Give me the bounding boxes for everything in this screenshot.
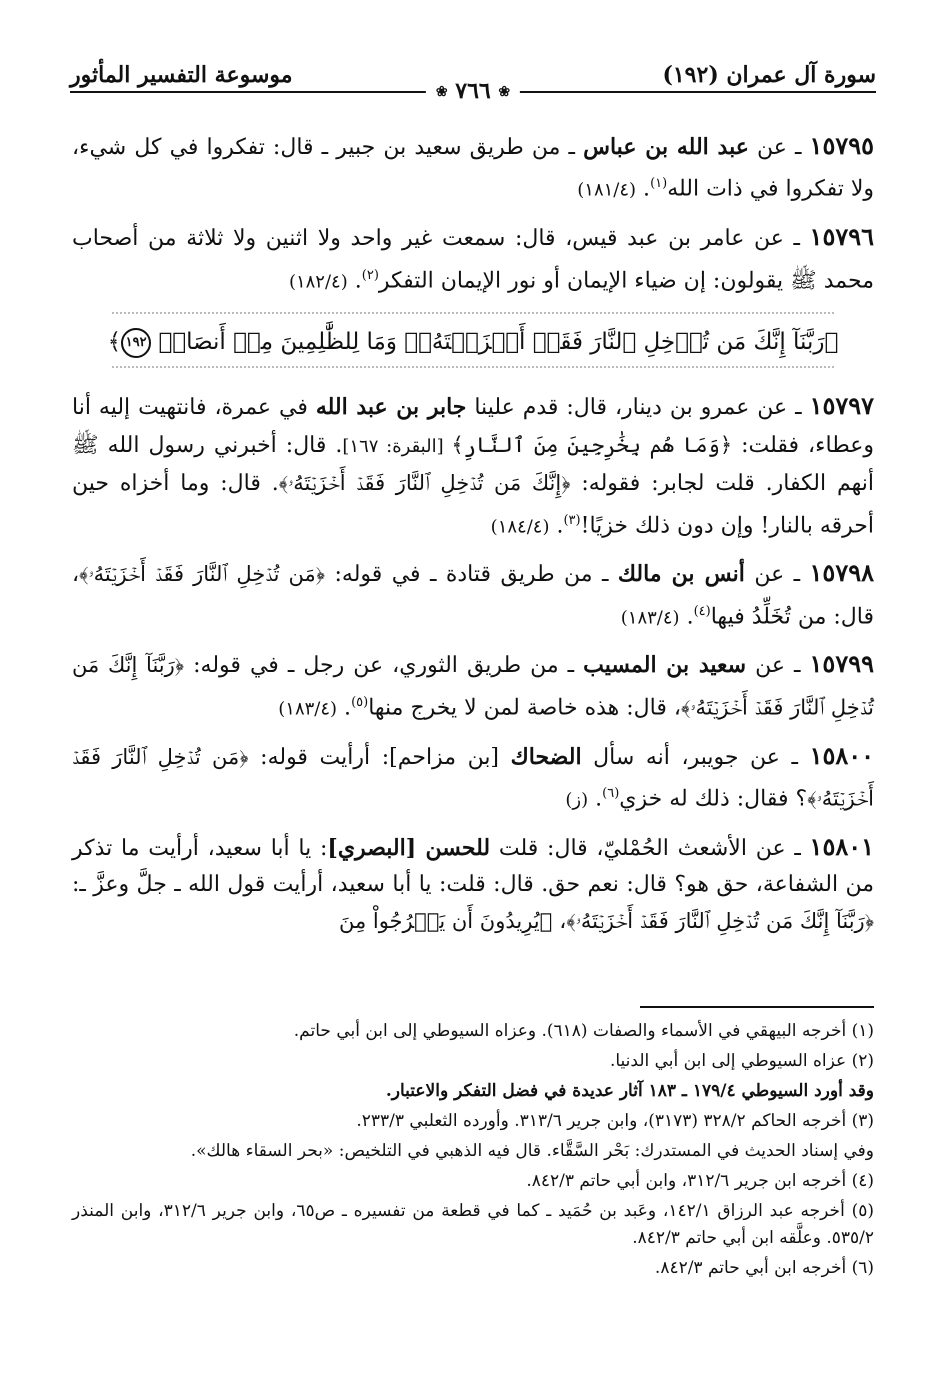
entry-text: . xyxy=(347,267,362,293)
athar-entry xyxy=(72,646,874,727)
footnote-separator xyxy=(640,1006,874,1008)
entry-number: ١٥٧٩٧ xyxy=(809,391,875,421)
volume-reference: (ز) xyxy=(565,789,589,811)
athar-entry xyxy=(72,555,874,636)
surah-reference: [البقرة: ١٦٧] xyxy=(342,435,452,457)
entry-text: . قال: أخبرني رسول الله ﷺ أنهم الكفار. قلت لجابر: فقوله: xyxy=(72,432,874,497)
entry-text: ـ عن الأشعث الحُمْليّ، قال: قلت xyxy=(490,835,810,861)
quran-quote: ﴿يُرِيدُونَ أَن يَخۡرُجُواْ مِنَ xyxy=(338,909,553,934)
entry-text: ، xyxy=(552,909,567,935)
footnote: (٤) أخرجه ابن جرير ٣١٢/٦، وابن أبي حاتم ٨٤٢/٣. xyxy=(526,1171,874,1191)
footnote-marker: (٦) xyxy=(602,785,620,801)
narrator-name: الضحاك xyxy=(510,743,582,770)
quran-quote: ﴿مَن تُدۡخِلِ ٱلنَّارَ فَقَدۡ أَخۡزَيۡتَهُۥ﴾ xyxy=(79,562,326,587)
running-header xyxy=(70,58,876,118)
footnote-marker: (٢) xyxy=(361,267,379,283)
volume-reference: (١٨٤/٤) xyxy=(490,515,550,537)
entry-text: . xyxy=(588,786,603,812)
entry-text: ، قال: هذه خاصة لمن لا يخرج منها xyxy=(368,695,681,721)
entry-number: ١٥٧٩٨ xyxy=(809,558,874,588)
quran-quote: ﴿إِنَّكَ مَن تُدۡخِلِ ٱلنَّارَ فَقَدۡ أَخۡزَيۡتَهُۥ﴾ xyxy=(278,471,571,496)
volume-reference: (١٨٢/٤) xyxy=(288,270,348,292)
quran-quote: ﴿رَبَّنَآ إِنَّكَ مَن تُدۡخِلِ ٱلنَّارَ فَقَدۡ أَخۡزَيۡتَهُۥ﴾ xyxy=(566,909,874,934)
book-title: موسوعة التفسير المأثور xyxy=(70,62,293,88)
entry-text: ـ عن xyxy=(746,653,810,679)
entry-text: . xyxy=(549,512,564,538)
entry-text: . xyxy=(636,176,651,202)
entry-number: ١٥٧٩٦ xyxy=(809,222,874,252)
entry-text: ـ عن عامر بن عبد قيس، قال: سمعت غير واحد ولا اثنين ولا ثلاثة من أصحاب محمد ﷺ يقولون: إن ضياء الإيمان أو نور الإيمان التفكر xyxy=(72,226,874,293)
entry-text: . xyxy=(337,695,352,721)
narrator-name: عبد الله بن عباس xyxy=(583,134,749,160)
entry-number: ١٥٨٠١ xyxy=(809,831,874,861)
entry-text: : يا أبا سعيد، أرأيت ما تذكر من الشفاعة، حق هو؟ قال: نعم حق. قال: قلت: يا أبا سعيد، أرأيت قول الله ـ جلَّ وعزَّ ـ: xyxy=(72,835,874,898)
footnotes xyxy=(72,1018,874,1285)
footnote-note: وفي إسناد الحديث في المستدرك: بَحْر السَّقَّاء. قال فيه الذهبي في التلخيص: «بحر السقاء هالك». xyxy=(190,1141,874,1161)
footnote: (٣) أخرجه الحاكم ٣٢٨/٢ (٣١٧٣)، وابن جرير ٣١٣/٦. وأورده الثعلبي ٢٣٣/٣. xyxy=(356,1111,874,1131)
entry-text: ـ عن جويبر، أنه سأل xyxy=(581,744,810,770)
surah-title: سورة آل عمران (١٩٢) xyxy=(662,62,876,88)
athar-entry xyxy=(72,829,874,941)
entry-text: ؟ فقال: ذلك له خزي xyxy=(619,786,808,812)
narrator-name: أنس بن مالك xyxy=(617,561,745,588)
athar-entry xyxy=(72,388,874,545)
narrator-name: سعيد بن المسيب xyxy=(583,652,747,679)
footnote-note: وقد أورد السيوطي ١٧٩/٤ ـ ١٨٣ آثار عديدة في فضل التفكر والاعتبار. xyxy=(385,1081,874,1101)
page-number-box xyxy=(426,78,520,104)
narrator-name: للحسن [البصري] xyxy=(327,834,491,861)
athar-entry xyxy=(72,128,874,209)
ornament-icon: ❀ xyxy=(435,84,448,100)
footnote: (٢) عزاه السيوطي إلى ابن أبي الدنيا. xyxy=(609,1051,874,1071)
entry-text: . xyxy=(679,603,694,629)
entry-text: ـ عن عمرو بن دينار، قال: قدم علينا xyxy=(466,395,810,421)
verse-close-bracket: ﴾ xyxy=(107,329,122,356)
quran-quote: ﴿وَمَا هُم بِخَٰرِجِينَ مِنَ ٱلنَّارِ﴾ xyxy=(451,432,733,457)
athar-entry xyxy=(72,219,874,300)
footnote: (٥) أخرجه عبد الرزاق ١٤٢/١، وعَبد بن حُمَيد ـ كما في قطعة من تفسيره ـ ص٦٥، وابن جرير ٣١٢/٦، وابن المنذر ٥٣٥/٢. وعلَّقه ابن أبي حاتم ٨٤٢/٣. xyxy=(72,1201,874,1248)
ornament-icon: ❀ xyxy=(498,84,511,100)
verse-number-medallion: ١٩٢ xyxy=(121,328,151,358)
footnote-marker: (١) xyxy=(650,176,668,192)
main-text xyxy=(72,128,874,951)
footnote-marker: (٤) xyxy=(693,603,711,619)
entry-text: ـ من طريق سعيد بن جبير ـ قال: تفكروا في كل شيء، ولا تفكروا في ذات الله xyxy=(72,135,874,202)
entry-text: . قال: وما أخزاه حين أحرقه بالنار! وإن دون ذلك خزيًا! xyxy=(72,471,874,538)
page-number: ٧٦٦ xyxy=(455,78,491,104)
volume-reference: (١٨١/٤) xyxy=(577,179,637,201)
entry-number: ١٥٧٩٩ xyxy=(809,649,874,679)
entry-text: ، قال: من تُخَلِّدُ فيها xyxy=(72,562,874,629)
entry-text: ـ عن xyxy=(744,562,810,588)
quran-quote: ﴿رَبَّنَآ إِنَّكَ مَن تُدۡخِلِ ٱلنَّارَ فَقَدۡ أَخۡزَيۡتَهُۥ﴾ xyxy=(72,653,874,720)
footnote: (١) أخرجه البيهقي في الأسماء والصفات (٦١٨). وعزاه السيوطي إلى ابن أبي حاتم. xyxy=(293,1021,874,1041)
dotted-divider xyxy=(112,312,834,314)
volume-reference: (١٨٣/٤) xyxy=(620,606,680,628)
entry-text: ـ عن xyxy=(748,135,810,160)
volume-reference: (١٨٣/٤) xyxy=(278,698,338,720)
quran-verse-heading xyxy=(72,310,874,370)
entry-number: ١٥٧٩٥ xyxy=(809,131,874,160)
narrator-name: جابر بن عبد الله xyxy=(315,394,467,421)
entry-number: ١٥٨٠٠ xyxy=(809,740,875,770)
entry-text: ـ من طريق الثوري، عن رجل ـ في قوله: xyxy=(184,653,584,679)
entry-text: في عمرة، فانتهيت إليه أنا وعطاء، فقلت: xyxy=(72,395,874,458)
footnote-marker: (٣) xyxy=(563,512,581,528)
verse-text: ﴿رَبَّنَآ إِنَّكَ مَن تُدۡخِلِ ٱلنَّارَ فَقَدۡ أَخۡزَيۡتَهُۥۖ وَمَا لِلظَّٰلِمِينَ مِنۡ أَنصَارٖ xyxy=(158,329,839,356)
athar-entry xyxy=(72,738,874,819)
footnote: (٦) أخرجه ابن أبي حاتم ٨٤٢/٣. xyxy=(654,1258,874,1278)
verse-line xyxy=(72,324,874,360)
quran-quote: ﴿مَن تُدۡخِلِ ٱلنَّارَ فَقَدۡ أَخۡزَيۡتَهُۥ﴾ xyxy=(72,744,874,811)
footnote-marker: (٥) xyxy=(351,694,369,710)
entry-text: ـ من طريق قتادة ـ في قوله: xyxy=(325,562,618,588)
entry-text: [بن مزاحم]: أرأيت قوله: xyxy=(248,744,511,770)
dotted-divider xyxy=(112,366,834,368)
